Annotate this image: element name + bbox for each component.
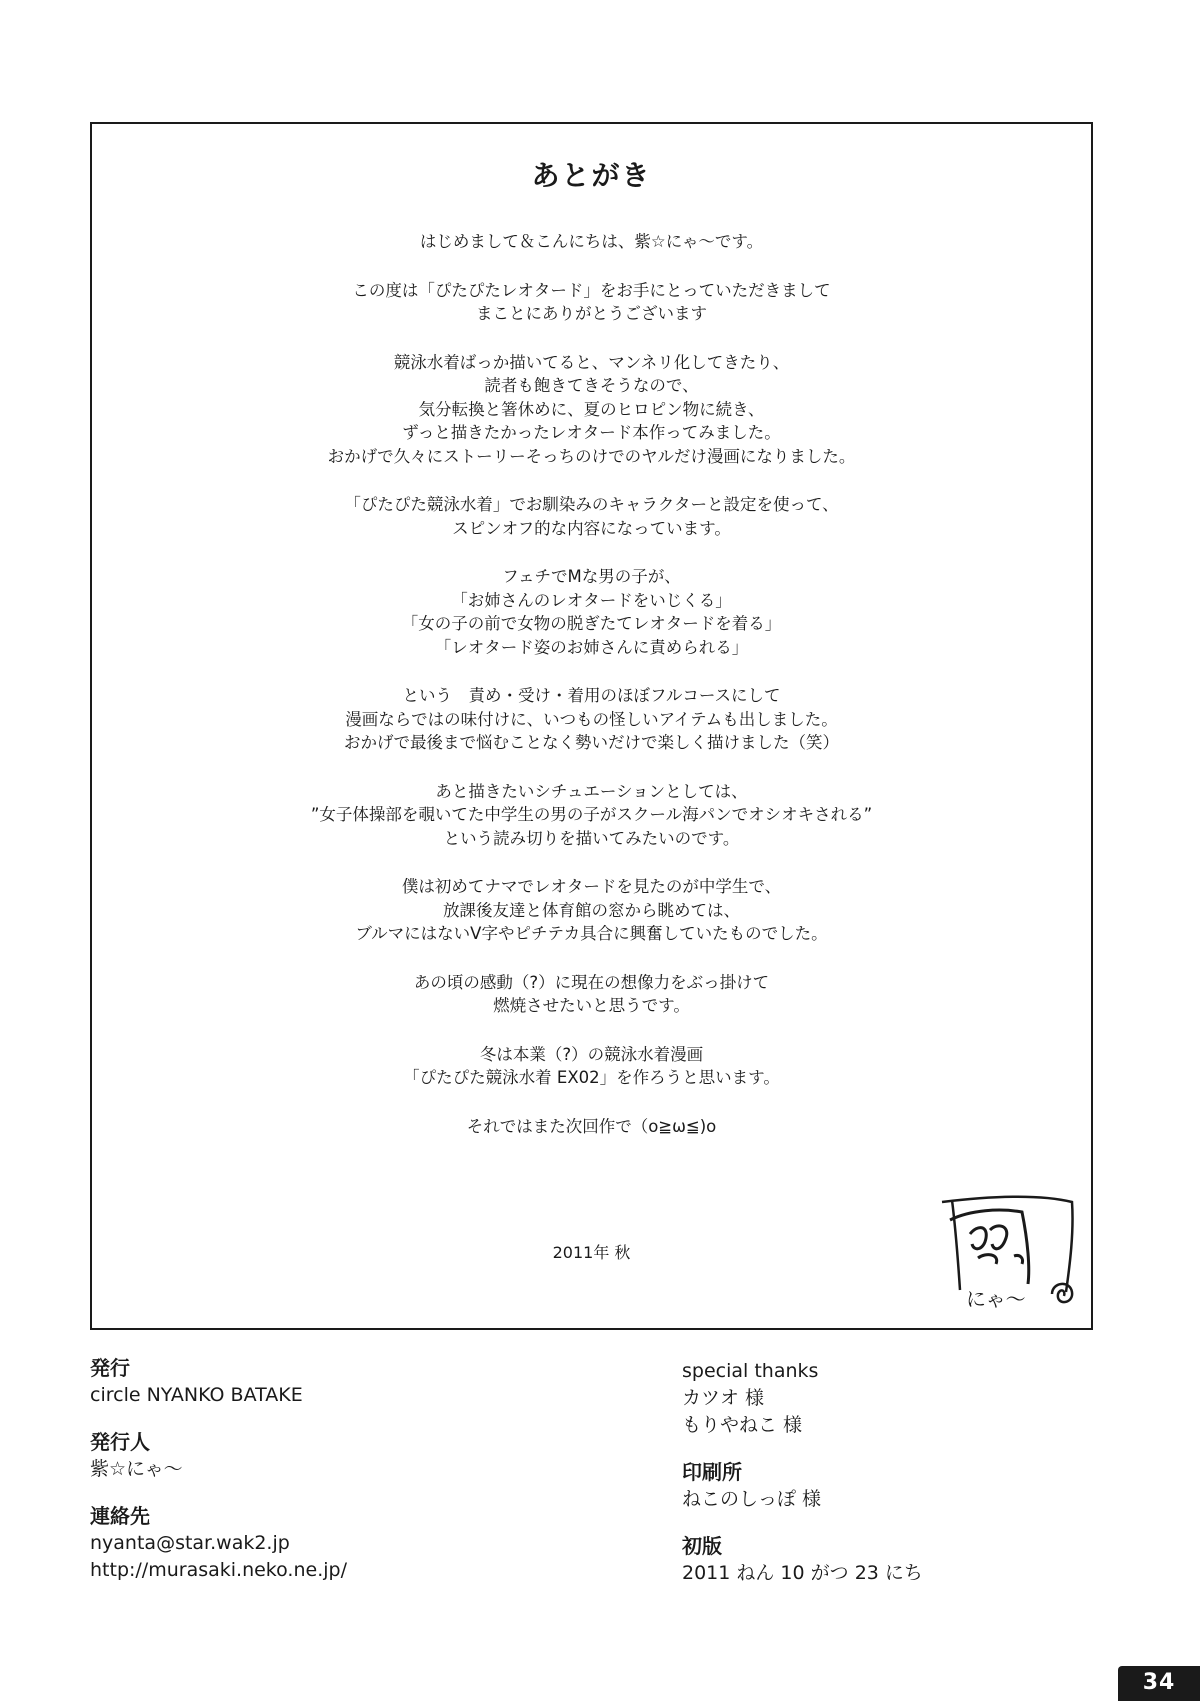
text-line: 漫画ならではの味付けに、いつもの怪しいアイテムも出しました。: [345, 709, 838, 729]
thanks-label: special thanks: [682, 1360, 819, 1382]
paragraph-imagination: [92, 971, 1091, 1018]
paragraph-spinoff: [92, 493, 1091, 540]
text-line: スピンオフ的な内容になっています。: [452, 518, 731, 538]
contact-label: 連絡先: [90, 1504, 150, 1528]
colophon-left: [90, 1355, 347, 1604]
text-line: 読者も飽きてきそうなので、: [484, 376, 699, 395]
signature-text: にゃ～: [966, 1287, 1026, 1311]
text-line: この度は「ぴたぴたレオタード」をお手にとっていただきまして: [352, 280, 831, 300]
text-line: という読み切りを描いてみたいのです。: [443, 828, 740, 848]
publisher-label: 発行: [90, 1356, 130, 1380]
text-line: まことにありがとうございます: [476, 304, 707, 323]
publisher-group: [90, 1355, 347, 1409]
paragraph-motivation: [92, 351, 1091, 469]
text-line: という 責め・受け・着用のほぼフルコースにして: [402, 686, 781, 705]
text-line: ”女子体操部を覗いてた中学生の男の子がスクール海パンでオシオキされる”: [310, 805, 873, 824]
first-edition-label: 初版: [682, 1534, 722, 1558]
text-line: はじめまして＆こんにちは、紫☆にゃ～です。: [419, 232, 764, 251]
first-edition-value: 2011 ねん 10 がつ 23 にち: [682, 1562, 923, 1584]
text-line: 「ぴたぴた競泳水着」でお馴染みのキャラクターと設定を使って、: [344, 495, 839, 514]
text-line: おかげで久々にストーリーそっちのけでのヤルだけ漫画になりました。: [327, 446, 856, 466]
text-line: 競泳水着ばっか描いてると、マンネリ化してきたり、: [393, 352, 790, 372]
text-line: 冬は本業（?）の競泳水着漫画: [479, 1044, 704, 1064]
text-line: ブルマにはないV字やピチテカ具合に興奮していたものでした。: [355, 924, 828, 943]
contact-website: http://murasaki.neko.ne.jp/: [90, 1559, 347, 1581]
paragraph-plot: [92, 565, 1091, 659]
printer-value: ねこのしっぽ 様: [682, 1488, 822, 1510]
paragraph-course: [92, 684, 1091, 755]
contact-email: nyanta@star.wak2.jp: [90, 1532, 290, 1554]
text-line: フェチでMな男の子が、: [502, 567, 681, 586]
text-line: 「女の子の前で女物の脱ぎたてレオタードを着る」: [401, 614, 782, 633]
text-line: あの頃の感動（?）に現在の想像力をぶっ掛けて: [413, 972, 770, 992]
issuer-group: [90, 1429, 347, 1483]
text-line: 放課後友達と体育館の窓から眺めては、: [443, 900, 740, 920]
signature-drawing: [930, 1172, 1110, 1312]
paragraph-next-idea: [92, 780, 1091, 851]
afterword-date: 2011年 秋: [552, 1243, 631, 1262]
text-line: 「ぴたぴた競泳水着 EX02」を作ろうと思います。: [403, 1068, 780, 1087]
paragraph-thanks: [92, 279, 1091, 326]
afterword-frame: [90, 122, 1093, 1330]
text-line: 「レオタード姿のお姉さんに責められる」: [434, 637, 749, 657]
text-line: 僕は初めてナマでレオタードを見たのが中学生で、: [401, 877, 782, 896]
afterword-title: あとがき: [531, 159, 652, 192]
thanks-name-2: もりやねこ 様: [682, 1414, 803, 1436]
first-edition-group: [682, 1533, 923, 1587]
page-number: 34: [1118, 1666, 1200, 1701]
printer-group: [682, 1459, 923, 1513]
text-line: 「お姉さんのレオタードをいじくる」: [451, 590, 732, 610]
publisher-value: circle NYANKO BATAKE: [90, 1384, 303, 1406]
printer-label: 印刷所: [682, 1460, 742, 1484]
text-line: おかげで最後まで悩むことなく勢いだけで楽しく描けました（笑）: [344, 733, 839, 752]
thanks-group: [682, 1358, 923, 1439]
paragraph-farewell: [92, 1115, 1091, 1139]
issuer-value: 紫☆にゃ～: [90, 1458, 183, 1480]
thanks-name-1: カツオ 様: [682, 1387, 765, 1409]
paragraph-greeting: [92, 230, 1091, 254]
paragraph-memory: [92, 875, 1091, 946]
colophon-right: [682, 1358, 923, 1607]
issuer-label: 発行人: [90, 1430, 150, 1454]
text-line: 燃焼させたいと思うです。: [493, 996, 690, 1015]
text-line: ずっと描きたかったレオタード本作ってみました。: [402, 423, 781, 442]
text-line: 気分転換と箸休めに、夏のヒロピン物に続き、: [418, 399, 765, 419]
text-line: それではまた次回作で（o≧ω≦)o: [466, 1116, 717, 1136]
contact-group: [90, 1503, 347, 1584]
text-line: あと描きたいシチュエーションとしては、: [435, 781, 748, 801]
afterword-body: [92, 230, 1091, 1163]
paragraph-winter-plan: [92, 1043, 1091, 1090]
